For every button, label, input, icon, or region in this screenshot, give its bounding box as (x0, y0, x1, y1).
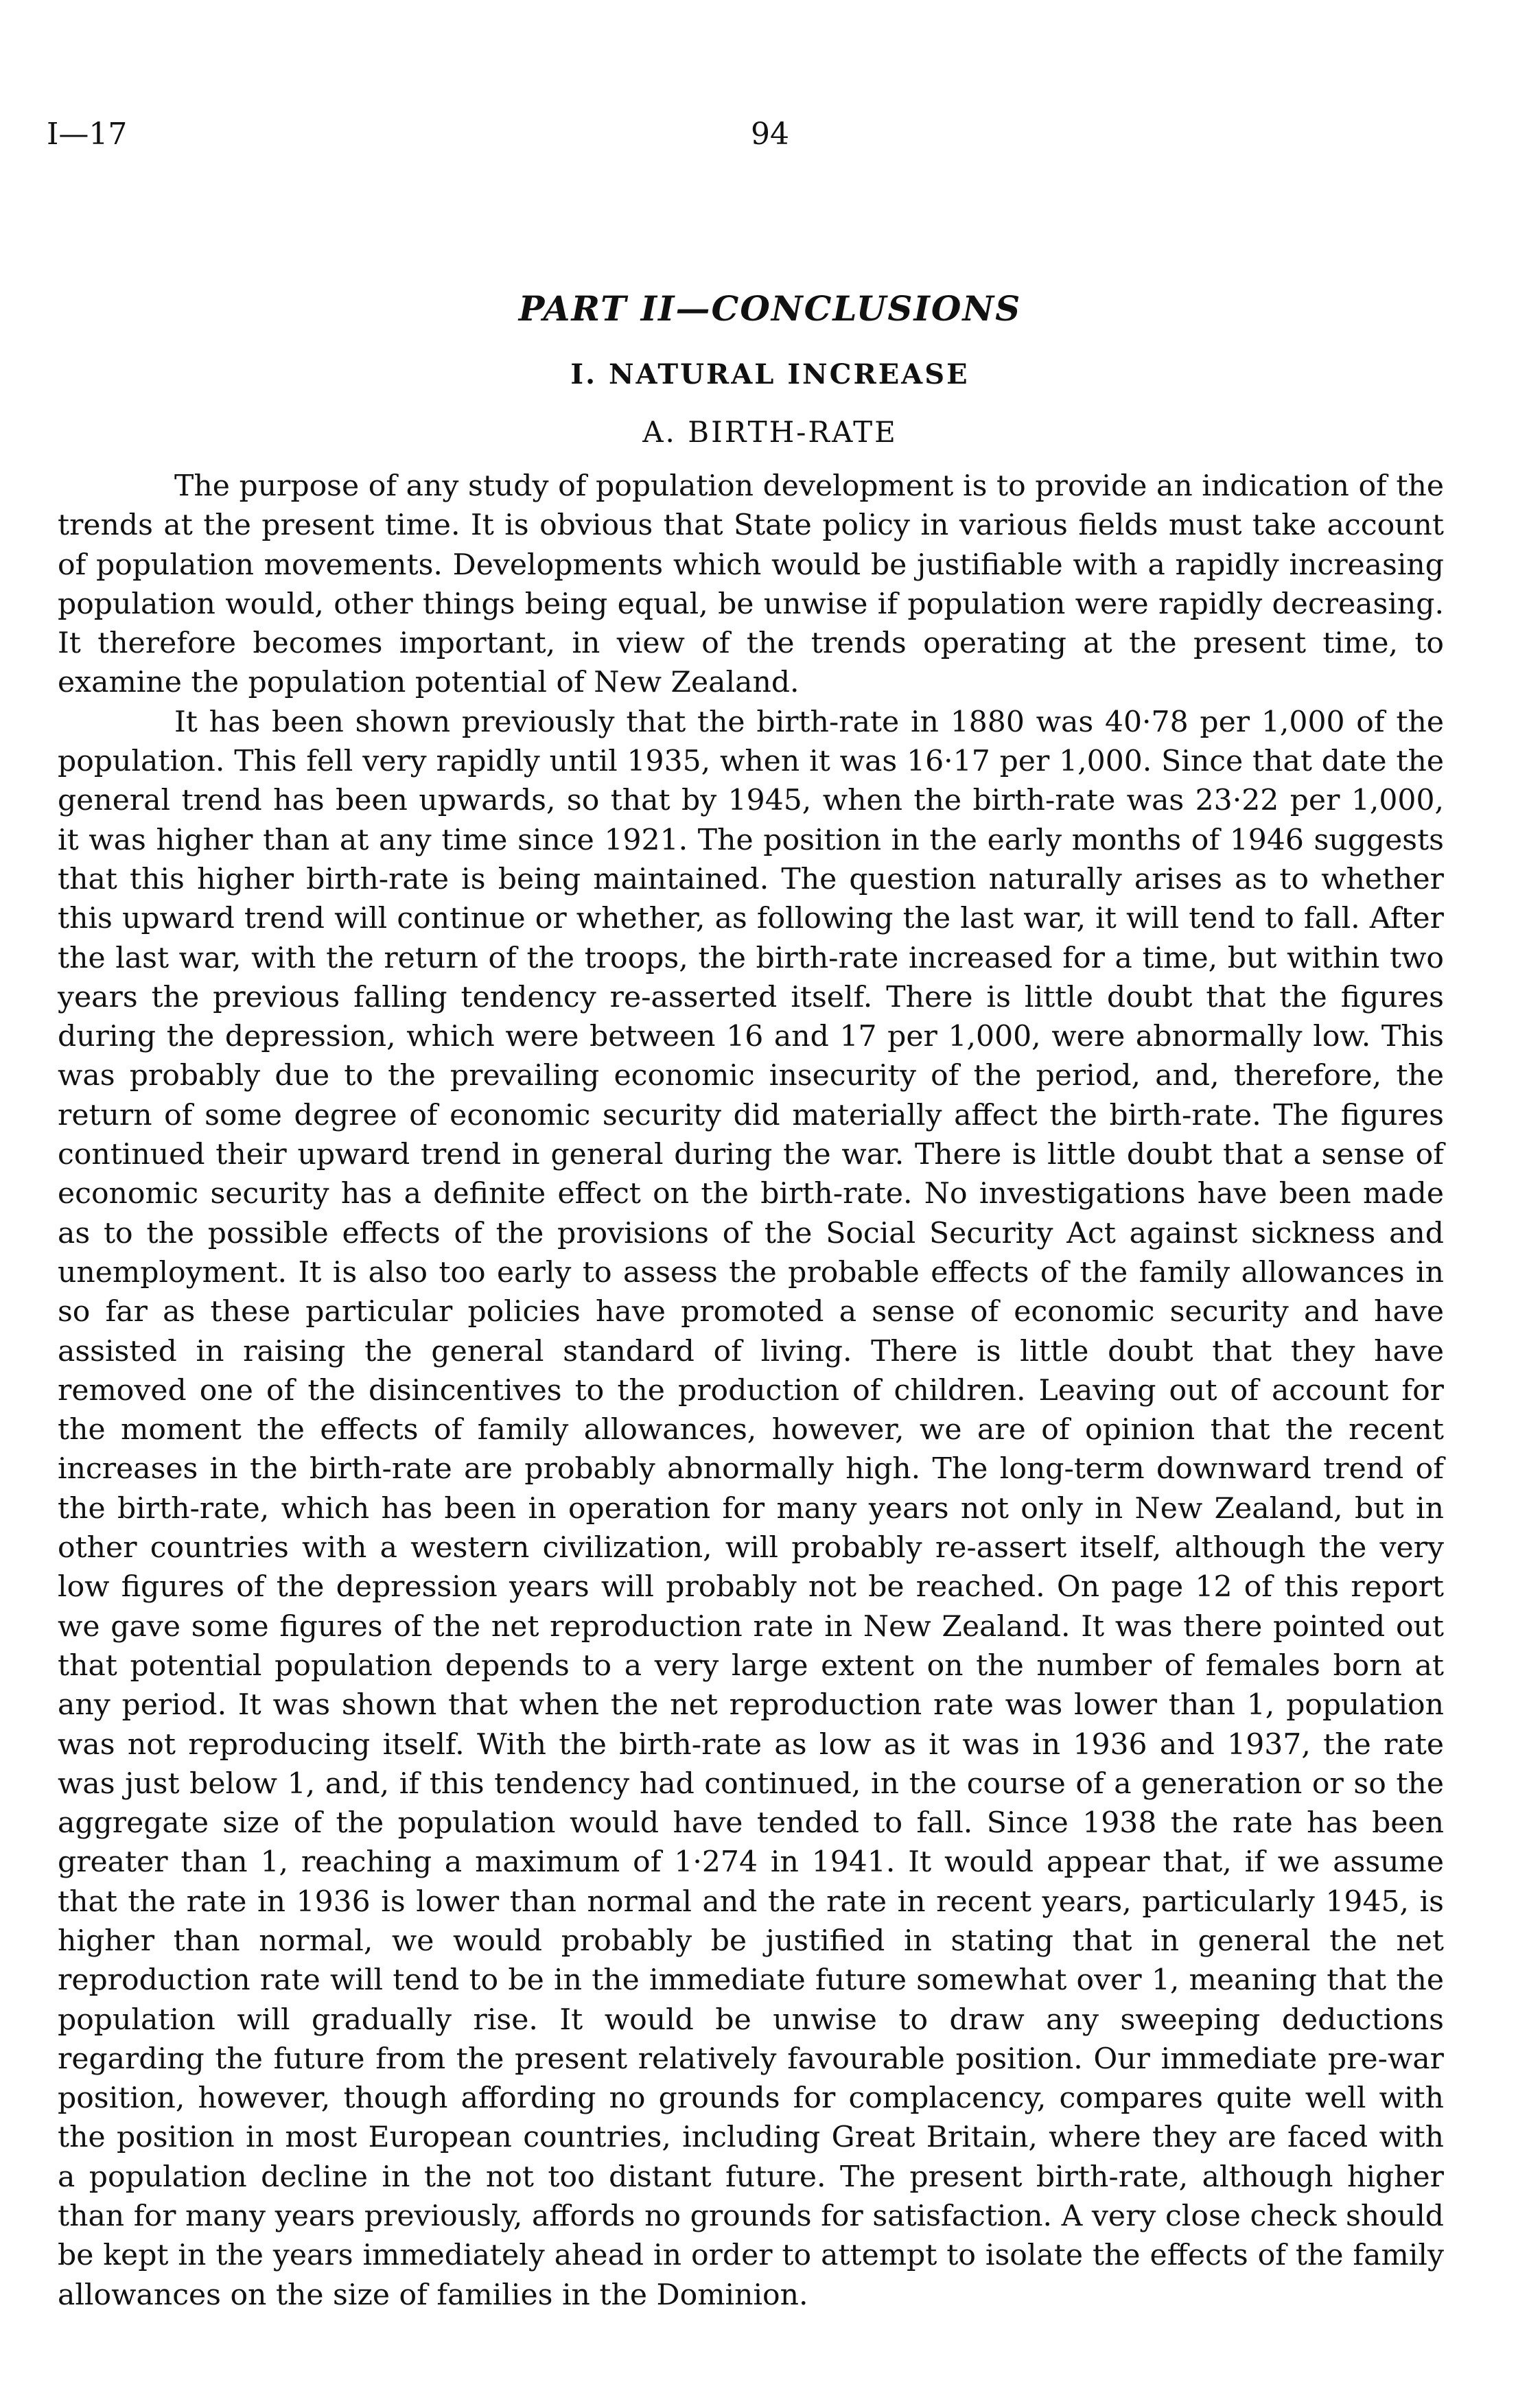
body-text (58, 467, 1444, 2315)
page-number: 94 (751, 117, 789, 152)
paragraph: The purpose of any study of population development is to provide an indication of the trends at the present time. It is obvious that State policy in various fields must take account of population movements. Developments which would be justifiable with a rapidly increasing population would, other things being equal, be unwise if population were rapidly decreasing. It therefore becomes important, in view of the trends operating at the present time, to examine the population potential of New Zealand. (58, 469, 1444, 700)
paragraph: It has been shown previously that the birth-rate in 1880 was 40·78 per 1,000 of the population. This fell very rapidly until 1935, when it was 16·17 per 1,000. Since that date the general trend has been upwards, so that by 1945, when the birth-rate was 23·22 per 1,000, it was higher than at any time since 1921. The position in the early months of 1946 suggests that this higher birth-rate is being maintained. The question naturally arises as to whether this upward trend will continue or whether, as following the last war, it will tend to fall. After the last war, with the return of the troops, the birth-rate increased for a time, but within two years the previous falling tendency re-asserted itself. There is little doubt that the figures during the depression, which were between 16 and 17 per 1,000, were abnormally low. This was probably due to the prevailing economic insecurity of the period, and, therefore, the return of some degree of economic security did materially affect the birth-rate. The figures continued their upward trend in general during the war. There is little doubt that a sense of economic security has a definite effect on the birth-rate. No investigations have been made as to the possible effects of the provisions of the Social Security Act against sickness and unemployment. It is also too early to assess the probable effects of the family allowances in so far as these particular policies have promoted a sense of economic security and have assisted in raising the general standard of living. There is little doubt that they have removed one of the disincentives to the production of children. Leaving out of account for the moment the effects of family allowances, however, we are of opinion that the recent increases in the birth-rate are probably abnormally high. The long-term downward trend of the birth-rate, which has been in operation for many years not only in New Zealand, but in other countries with a western civilization, will probably re-assert itself, although the very low figures of the depression years will probably not be reached. On page 12 of this report we gave some figures of the net reproduction rate in New Zealand. It was there pointed out that potential population depends to a very large extent on the number of females born at any period. It was shown that when the net reproduction rate was lower than 1, population was not reproducing itself. With the birth-rate as low as it was in 1936 and 1937, the rate was just below 1, and, if this tendency had continued, in the course of a generation or so the aggregate size of the population would have tended to fall. Since 1938 the rate has been greater than 1, reaching a maximum of 1·274 in 1941. It would appear that, if we assume that the rate in 1936 is lower than normal and the rate in recent years, particularly 1945, is higher than normal, we would probably be justified in stating that in general the net reproduction rate will tend to be in the immediate future somewhat over 1, meaning that the population will gradually rise. It would be unwise to draw any sweeping deductions regarding the future from the present relatively favourable position. Our immediate pre-war position, however, though affording no grounds for complacency, compares quite well with the position in most European countries, including Great Britain, where they are faced with a population decline in the not too distant future. The present birth-rate, although higher than for many years previously, affords no grounds for satisfaction. A very close check should be kept in the years immediately ahead in order to attempt to isolate the effects of the family allowances on the size of families in the Dominion. (58, 705, 1444, 2312)
subsection-heading: A. BIRTH-RATE (642, 415, 898, 449)
document-reference: I—17 (47, 117, 128, 152)
part-heading: PART II—CONCLUSIONS (518, 288, 1022, 329)
section-heading: I. NATURAL INCREASE (570, 358, 970, 390)
running-header (47, 117, 1493, 158)
